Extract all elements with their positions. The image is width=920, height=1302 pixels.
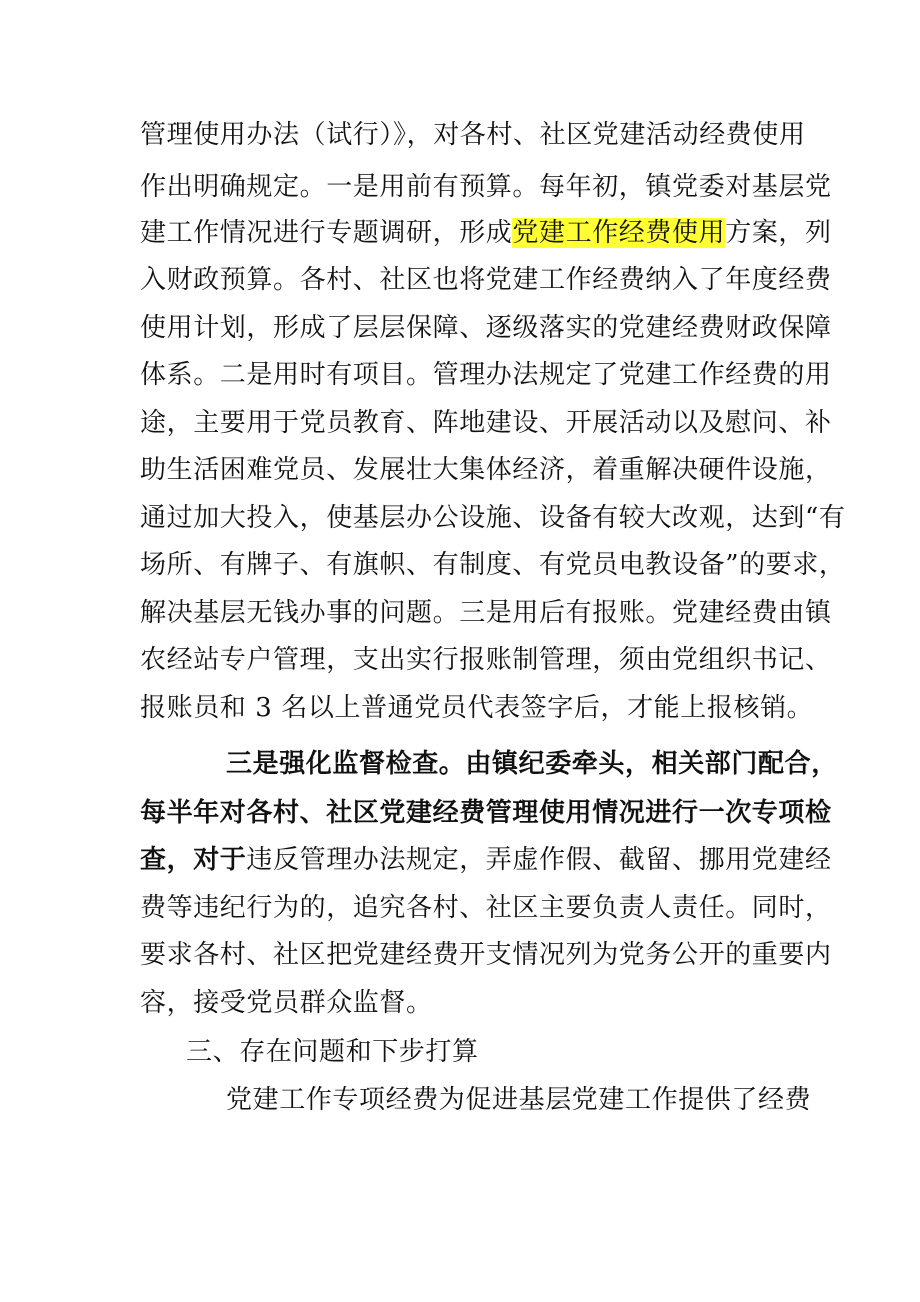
body-text-line: 使用计划，形成了层层保障、逐级落实的党建经费财政保障 <box>140 313 832 343</box>
body-text-line: 途，主要用于党员教育、阵地建设、开展活动以及慰问、补 <box>140 408 832 438</box>
body-text-line: 农经站专户管理，支出实行报账制管理，须由党组织书记、 <box>140 645 832 675</box>
bold-paragraph-lead: 三是强化监督检查。由镇纪委牵头，相关部门配合， <box>226 749 838 779</box>
body-text-line: 通过加大投入，使基层办公设施、设备有较大改观，达到“有 <box>140 503 846 533</box>
body-text-line: 党建工作专项经费为促进基层党建工作提供了经费 <box>226 1085 812 1115</box>
body-text-line: 场所、有牌子、有旗帜、有制度、有党员电教设备”的要求， <box>140 550 846 580</box>
body-text-line: 要求各村、社区把党建经费开支情况列为党务公开的重要内 <box>140 940 832 970</box>
body-text-line: 报账员和 3 名以上普通党员代表签字后，才能上报核销。 <box>140 693 814 723</box>
section-heading: 三、存在问题和下步打算 <box>186 1037 479 1067</box>
body-text-line: 体系。二是用时有项目。管理办法规定了党建工作经费的用 <box>140 360 832 390</box>
body-text-line: 管理使用办法（试行）》，对各村、社区党建活动经费使用 <box>140 120 806 150</box>
body-text-line: 作出明确规定。一是用前有预算。每年初，镇党委对基层党 <box>140 172 832 202</box>
bold-text-line: 每半年对各村、社区党建经费管理使用情况进行一次专项检 <box>140 798 832 828</box>
body-text-line: 容，接受党员群众监督。 <box>140 988 433 1018</box>
body-text-line <box>140 215 832 251</box>
body-text-line: 解决基层无钱办事的问题。三是用后有报账。党建经费由镇 <box>140 598 832 628</box>
body-text-segment: 违反管理办法规定，弄虚作假、截留、挪用党建经 <box>246 845 832 875</box>
bold-text-segment: 查，对于 <box>140 845 247 875</box>
body-text-line: 费等违纪行为的，追究各村、社区主要负责人责任。同时， <box>140 893 832 923</box>
body-text-line: 入财政预算。各村、社区也将党建工作经费纳入了年度经费 <box>140 265 832 295</box>
body-text-line <box>140 842 832 878</box>
body-text-segment: 方案，列 <box>725 218 832 248</box>
body-text-segment: 建工作情况进行专题调研，形成 <box>140 218 513 248</box>
highlighted-text: 党建工作经费使用 <box>512 218 726 248</box>
body-text-line: 助生活困难党员、发展壮大集体经济，着重解决硬件设施， <box>140 455 832 485</box>
